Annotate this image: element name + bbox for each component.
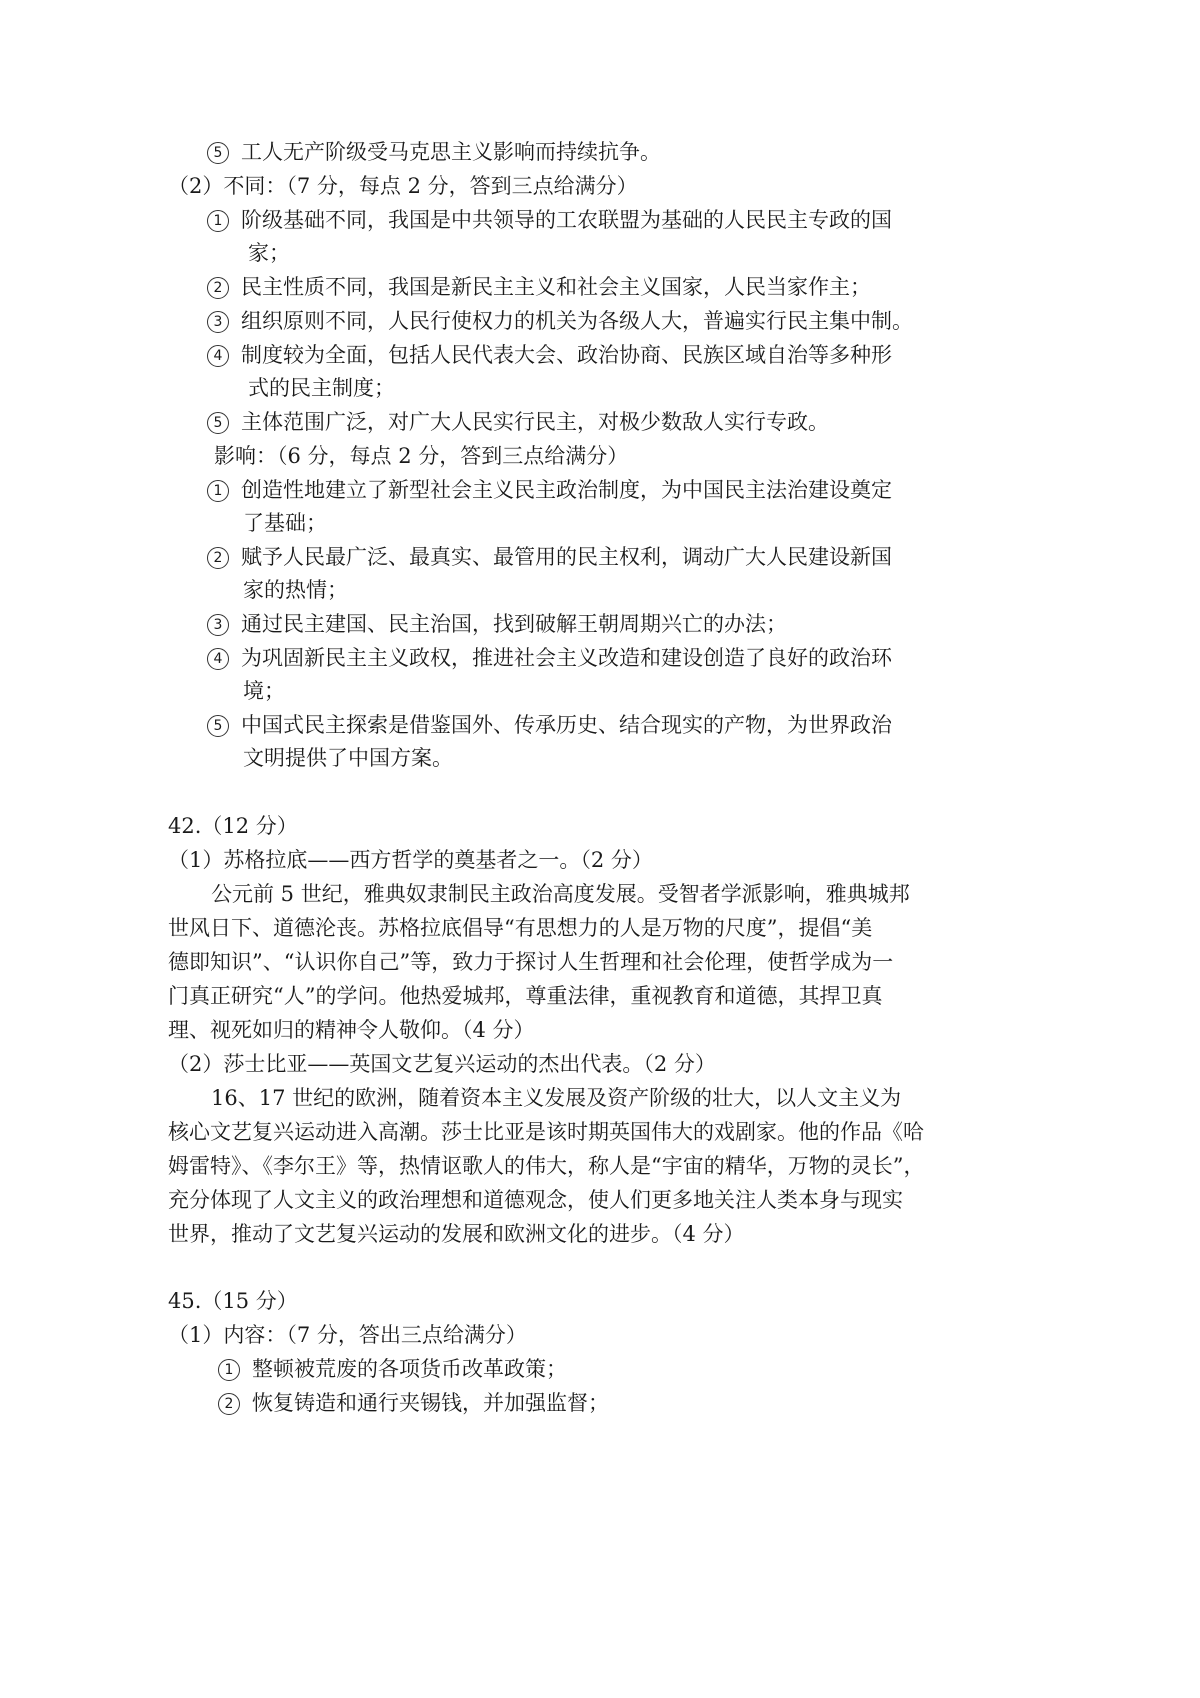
circled-number: 5 bbox=[207, 715, 229, 737]
paragraph-line: 世界，推动了文艺复兴运动的发展和欧洲文化的进步。（4 分） bbox=[168, 1222, 745, 1246]
circled-number: 1 bbox=[207, 480, 229, 502]
section-heading: （2）不同：（7 分，每点 2 分，答到三点给满分） bbox=[168, 174, 638, 198]
list-item-continuation: 式的民主制度； bbox=[248, 376, 395, 400]
list-item: 2 恢复铸造和通行夹锡钱，并加强监督； bbox=[218, 1389, 609, 1417]
list-item: 3 组织原则不同，人民行使权力的机关为各级人大，普遍实行民主集中制。 bbox=[207, 307, 913, 335]
circled-number: 1 bbox=[207, 210, 229, 232]
list-item: 4 为巩固新民主主义政权，推进社会主义改造和建设创造了良好的政治环 bbox=[207, 644, 892, 672]
circled-number: 4 bbox=[207, 648, 229, 670]
list-item: 4 制度较为全面，包括人民代表大会、政治协商、民族区域自治等多种形 bbox=[207, 341, 892, 369]
question-title: 42.（12 分） bbox=[168, 814, 298, 838]
section-heading: （1）苏格拉底——西方哲学的奠基者之一。（2 分） bbox=[168, 848, 653, 872]
paragraph-line: 公元前 5 世纪，雅典奴隶制民主政治高度发展。受智者学派影响，雅典城邦 bbox=[211, 882, 910, 906]
list-item: 2 赋予人民最广泛、最真实、最管用的民主权利，调动广大人民建设新国 bbox=[207, 543, 892, 571]
list-item: 1 创造性地建立了新型社会主义民主政治制度，为中国民主法治建设奠定 bbox=[207, 476, 892, 504]
paragraph-line: 世风日下、道德沦丧。苏格拉底倡导“有思想力的人是万物的尺度”，提倡“美 bbox=[168, 916, 873, 940]
list-item: 2 民主性质不同，我国是新民主主义和社会主义国家，人民当家作主； bbox=[207, 273, 871, 301]
list-item-continuation: 境； bbox=[243, 679, 285, 703]
circled-number: 5 bbox=[207, 142, 229, 164]
list-item: 5 主体范围广泛，对广大人民实行民主，对极少数敌人实行专政。 bbox=[207, 408, 829, 436]
circled-number: 3 bbox=[207, 614, 229, 636]
impact-heading: 影响：（6 分，每点 2 分，答到三点给满分） bbox=[214, 444, 629, 468]
circled-number: 2 bbox=[207, 547, 229, 569]
section-heading: （1）内容：（7 分，答出三点给满分） bbox=[168, 1323, 527, 1347]
paragraph-line: 16、17 世纪的欧洲，随着资本主义发展及资产阶级的壮大，以人文主义为 bbox=[211, 1086, 902, 1110]
circled-number: 1 bbox=[218, 1359, 240, 1381]
paragraph-line: 门真正研究“人”的学问。他热爱城邦，尊重法律，重视教育和道德，其捍卫真 bbox=[168, 984, 883, 1008]
list-item: 1 整顿被荒废的各项货币改革政策； bbox=[218, 1355, 567, 1383]
paragraph-line: 姆雷特》、《李尔王》等，热情讴歌人的伟大，称人是“宇宙的精华，万物的灵长”， bbox=[168, 1154, 925, 1178]
list-item-continuation: 家的热情； bbox=[243, 578, 348, 602]
list-item: 5 工人无产阶级受马克思主义影响而持续抗争。 bbox=[207, 138, 661, 166]
circled-number: 2 bbox=[218, 1393, 240, 1415]
section-heading: （2）莎士比亚——英国文艺复兴运动的杰出代表。（2 分） bbox=[168, 1052, 716, 1076]
paragraph-line: 理、视死如归的精神令人敬仰。（4 分） bbox=[168, 1018, 535, 1042]
circled-number: 3 bbox=[207, 311, 229, 333]
question-title: 45.（15 分） bbox=[168, 1289, 298, 1313]
list-item-continuation: 家； bbox=[248, 241, 290, 265]
list-item-continuation: 文明提供了中国方案。 bbox=[243, 746, 453, 770]
circled-number: 4 bbox=[207, 345, 229, 367]
list-item: 5 中国式民主探索是借鉴国外、传承历史、结合现实的产物，为世界政治 bbox=[207, 711, 892, 739]
circled-number: 5 bbox=[207, 412, 229, 434]
list-item: 3 通过民主建国、民主治国，找到破解王朝周期兴亡的办法； bbox=[207, 610, 787, 638]
paragraph-line: 充分体现了人文主义的政治理想和道德观念，使人们更多地关注人类本身与现实 bbox=[168, 1188, 903, 1212]
list-item: 1 阶级基础不同，我国是中共领导的工农联盟为基础的人民民主专政的国 bbox=[207, 206, 892, 234]
paragraph-line: 德即知识”、“认识你自己”等，致力于探讨人生哲理和社会伦理，使哲学成为一 bbox=[168, 950, 894, 974]
circled-number: 2 bbox=[207, 277, 229, 299]
paragraph-line: 核心文艺复兴运动进入高潮。莎士比亚是该时期英国伟大的戏剧家。他的作品《哈 bbox=[168, 1120, 924, 1144]
list-item-continuation: 了基础； bbox=[243, 511, 327, 535]
